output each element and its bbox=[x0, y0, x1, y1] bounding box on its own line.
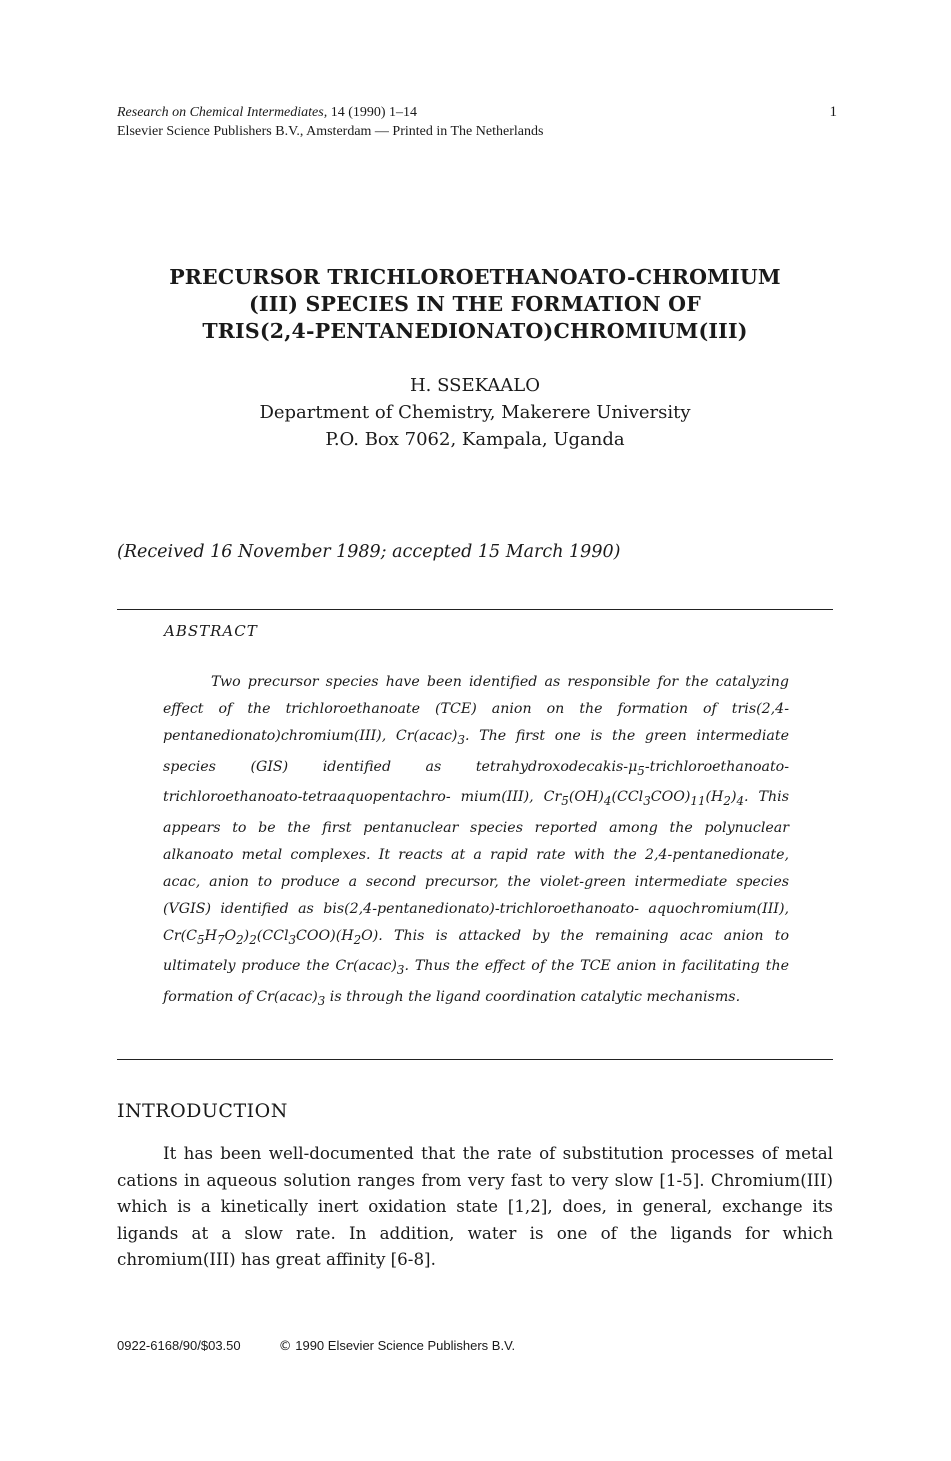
title-line: PRECURSOR TRICHLOROETHANOATO-CHROMIUM bbox=[169, 265, 781, 289]
article-title bbox=[100, 264, 850, 345]
abstract-segment: . This appears to be the first pentanuclear species reported among the polynuclear alkanoato metal complexes. It reacts at a rapid rate with the 2,4-pentanedionate, acac, anion to produce a second precursor, the violet-green intermediate species (VGIS) identified as bis(2,4-pentanedionato)-trichloroethanoato- aquochromium(III), Cr(C bbox=[163, 789, 789, 944]
copyright-symbol: © bbox=[278, 1339, 292, 1354]
subscript: 5 bbox=[561, 794, 569, 809]
journal-name: Research on Chemical Intermediates, bbox=[117, 105, 328, 120]
abstract-segment: (OH) bbox=[568, 789, 604, 806]
author-name: H. SSEKAALO bbox=[409, 375, 541, 396]
abstract-text bbox=[163, 669, 789, 1015]
copyright-text: 1990 Elsevier Science Publishers B.V. bbox=[291, 1338, 516, 1353]
page-footer bbox=[117, 1338, 515, 1354]
abstract-segment: O). This is attacked by the remaining acac anion to ultimately produce the Cr(acac) bbox=[163, 927, 789, 975]
subscript: 3 bbox=[317, 993, 326, 1008]
title-line: TRIS(2,4-PENTANEDIONATO)CHROMIUM(III) bbox=[202, 319, 748, 343]
abstract-top-rule bbox=[117, 609, 833, 610]
subscript: 2 bbox=[723, 794, 731, 809]
mu-symbol: μ bbox=[628, 758, 638, 775]
subscript: 2 bbox=[236, 932, 244, 947]
abstract-bottom-rule bbox=[117, 1059, 833, 1060]
abstract-segment: . The first one is the green intermediate species (GIS) identified as tetrahydroxodecakis- bbox=[163, 727, 789, 775]
abstract-segment: Two precursor species have been identified as responsible for the catalyzing effect of the trichloroethanoate (TCE) anion on the formation of tris(2,4-pentanedionato)chromium(III), Cr(acac) bbox=[163, 674, 789, 744]
subscript: 2 bbox=[353, 932, 362, 947]
abstract-segment: COO)(H bbox=[296, 927, 354, 944]
subscript: 5 bbox=[637, 763, 645, 778]
journal-header bbox=[117, 103, 837, 141]
abstract-segment: H bbox=[204, 927, 217, 944]
received-dates: (Received 16 November 1989; accepted 15 March 1990) bbox=[117, 542, 621, 562]
journal-citation bbox=[117, 103, 837, 122]
section-heading-introduction: INTRODUCTION bbox=[117, 1100, 288, 1122]
author-department: Department of Chemistry, Makerere University bbox=[259, 402, 691, 423]
abstract-segment: . Thus the effect of the TCE anion in facilitating the formation of Cr(acac) bbox=[163, 958, 789, 1006]
publisher-line: Elsevier Science Publishers B.V., Amsterdam — Printed in The Netherlands bbox=[117, 124, 544, 139]
title-line: (III) SPECIES IN THE FORMATION OF bbox=[249, 292, 701, 316]
author-address: P.O. Box 7062, Kampala, Uganda bbox=[325, 429, 625, 450]
article-code: 0922-6168/90/$03.50 bbox=[117, 1338, 241, 1353]
subscript: 4 bbox=[736, 794, 745, 809]
journal-volume: 14 (1990) 1–14 bbox=[327, 105, 418, 120]
abstract-segment: COO) bbox=[650, 789, 691, 806]
abstract-heading: ABSTRACT bbox=[164, 622, 258, 640]
subscript: 3 bbox=[457, 732, 465, 747]
subscript: 5 bbox=[197, 932, 205, 947]
introduction-paragraph: It has been well-documented that the rate of substitution processes of metal cations in aqueous solution ranges from very fast to very slow [1-5]. Chromium(III) which is a kinetically inert oxidation state [1,2], does, in general, exchange its ligands at a slow rate. In addition, water is one of the ligands for which chromium(III) has great affinity [6-8]. bbox=[117, 1143, 833, 1269]
author-block bbox=[100, 372, 850, 453]
abstract-segment: (CCl bbox=[611, 789, 644, 806]
subscript: 4 bbox=[603, 794, 612, 809]
page-number: 1 bbox=[829, 104, 837, 120]
subscript: 7 bbox=[216, 932, 225, 947]
subscript: 3 bbox=[643, 794, 651, 809]
subscript: 2 bbox=[249, 932, 257, 947]
abstract-segment: (CCl bbox=[256, 927, 289, 944]
abstract-segment: is through the ligand coordination catalytic mechanisms. bbox=[325, 989, 741, 1006]
subscript: 3 bbox=[288, 932, 297, 947]
abstract-segment: ) bbox=[243, 927, 250, 944]
abstract-segment: ) bbox=[730, 789, 737, 806]
abstract-segment: -trichloroethanoato-trichloroethanoato-tetraaquopentachro- mium(III), Cr bbox=[163, 758, 789, 806]
subscript: 11 bbox=[690, 794, 706, 809]
abstract-segment: O bbox=[224, 927, 237, 944]
abstract-segment: (H bbox=[705, 789, 724, 806]
copyright-notice bbox=[279, 1338, 516, 1353]
subscript: 3 bbox=[396, 963, 405, 978]
